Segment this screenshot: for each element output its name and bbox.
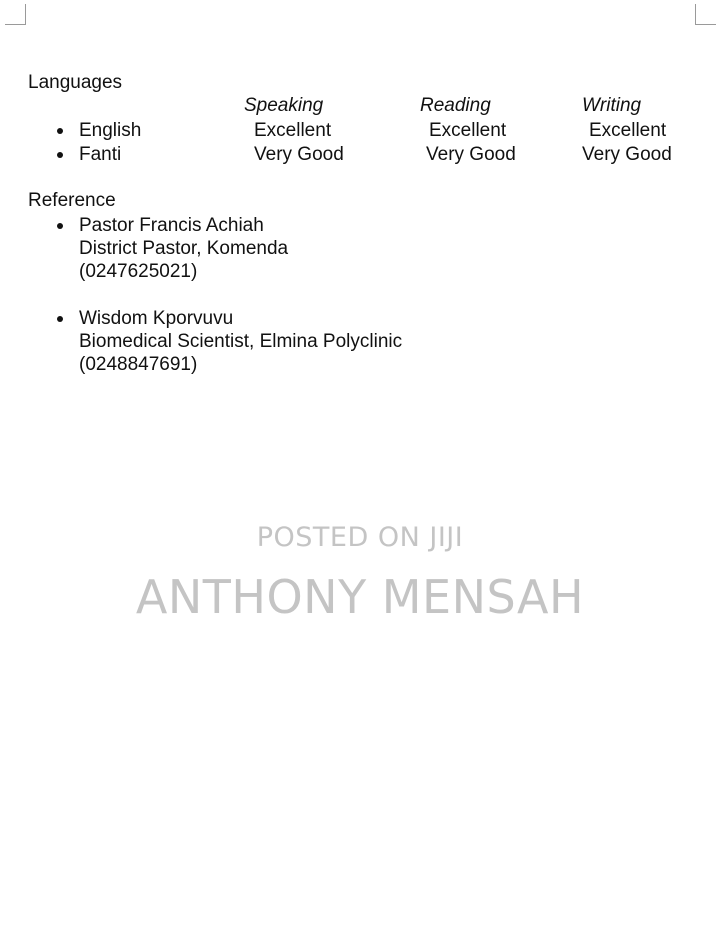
watermark-name: ANTHONY MENSAH [135,570,585,624]
reference-name: Pastor Francis Achiah [79,215,264,236]
language-reading-level: Very Good [426,144,516,165]
reference-title: Biomedical Scientist, Elmina Polyclinic [79,331,403,352]
reference-heading: Reference [28,190,116,211]
watermark-posted-on: POSTED ON JIJI [256,522,464,553]
languages-heading: Languages [28,72,123,93]
bullet-icon [57,152,63,158]
reference-name: Wisdom Kporvuvu [79,308,234,329]
column-header-speaking: Speaking [244,95,324,116]
crop-mark-top-right [695,4,716,25]
column-header-writing: Writing [582,95,642,116]
language-speaking-level: Very Good [254,144,344,165]
bullet-icon [57,223,63,229]
language-name: English [79,120,142,141]
bullet-icon [57,316,63,322]
language-name: Fanti [79,144,122,165]
reference-title: District Pastor, Komenda [79,238,289,259]
bullet-icon [57,128,63,134]
column-header-reading: Reading [420,95,491,116]
language-writing-level: Very Good [582,144,672,165]
language-writing-level: Excellent [589,120,667,141]
language-reading-level: Excellent [429,120,507,141]
reference-phone: (0247625021) [79,261,198,282]
language-speaking-level: Excellent [254,120,332,141]
reference-phone: (0248847691) [79,354,198,375]
crop-mark-top-left [5,4,26,25]
